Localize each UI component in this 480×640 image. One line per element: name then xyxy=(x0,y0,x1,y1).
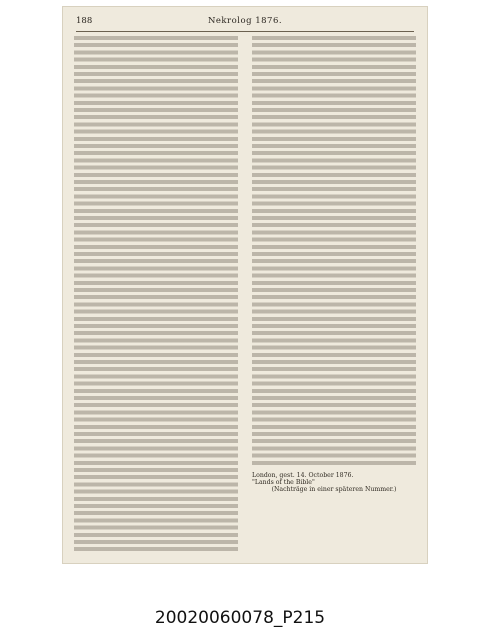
page-header xyxy=(76,16,414,30)
right-text-column xyxy=(252,36,416,466)
barcode-id: 20020060078_P215 xyxy=(154,608,326,628)
column-gutter xyxy=(244,36,245,554)
fragment-line: "Lands of the Bible" xyxy=(252,479,315,487)
page-number: 188 xyxy=(76,16,93,26)
fragment-note: (Nachträge in einer späteren Nummer.) xyxy=(271,486,397,494)
legible-fragments xyxy=(252,472,416,494)
left-text-column xyxy=(74,36,238,554)
fragment-line: London, gest. 14. October 1876. xyxy=(252,472,354,479)
scanned-page xyxy=(62,6,428,564)
header-rule xyxy=(76,31,414,32)
running-head: Nekrolog 1876. xyxy=(207,16,283,26)
